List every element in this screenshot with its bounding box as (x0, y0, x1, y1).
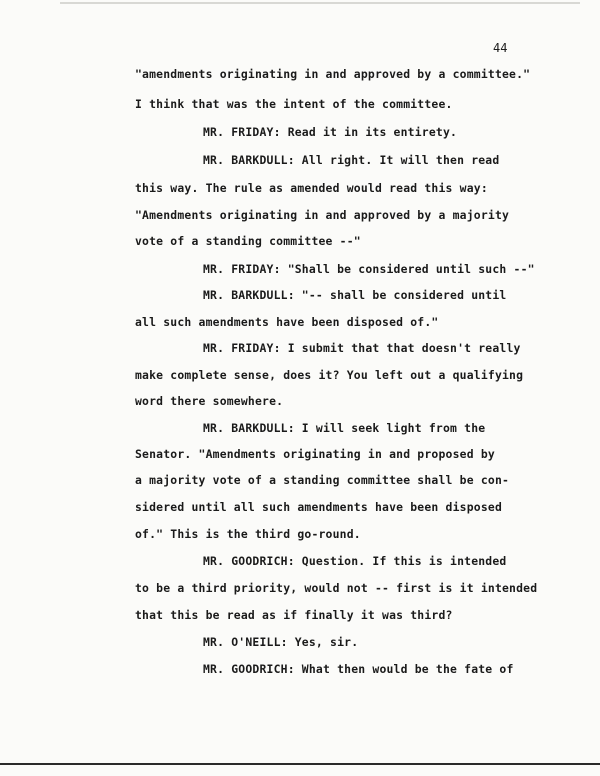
page-number: 44 (493, 41, 508, 55)
transcript-line: this way. The rule as amended would read this way: (135, 181, 488, 195)
transcript-line: MR. FRIDAY: Read it in its entirety. (203, 125, 458, 139)
transcript-line: MR. BARKDULL: I will seek light from the (203, 421, 486, 435)
transcript-line: a majority vote of a standing committee shall be con- (135, 473, 510, 487)
transcript-line: MR. FRIDAY: "Shall be considered until such --" (203, 262, 535, 276)
transcript-line: vote of a standing committee --" (135, 234, 361, 248)
transcript-line: of." This is the third go-round. (135, 527, 361, 541)
transcript-line: MR. GOODRICH: Question. If this is intended (203, 554, 507, 568)
transcript-line: sidered until all such amendments have been disposed (135, 500, 503, 514)
transcript-line: Senator. "Amendments originating in and proposed by (135, 447, 495, 461)
transcript-line: MR. FRIDAY: I submit that that doesn't really (203, 341, 521, 355)
transcript-line: MR. BARKDULL: All right. It will then read (203, 153, 500, 167)
transcript-line: I think that was the intent of the committee. (135, 97, 453, 111)
transcript-line: MR. O'NEILL: Yes, sir. (203, 635, 359, 649)
transcript-line: word there somewhere. (135, 394, 284, 408)
transcript-line: to be a third priority, would not -- first is it intended (135, 581, 538, 595)
bottom-edge-rule (0, 763, 600, 765)
transcript-line: make complete sense, does it? You left out a qualifying (135, 368, 524, 382)
transcript-line: "amendments originating in and approved by a committee." (135, 67, 531, 81)
transcript-line: all such amendments have been disposed of." (135, 315, 439, 329)
transcript-line: MR. GOODRICH: What then would be the fate of (203, 662, 514, 676)
transcript-line: that this be read as if finally it was third? (135, 608, 453, 622)
transcript-line: MR. BARKDULL: "-- shall be considered until (203, 288, 507, 302)
top-edge-rule (60, 2, 580, 4)
transcript-line: "Amendments originating in and approved by a majority (135, 208, 510, 222)
